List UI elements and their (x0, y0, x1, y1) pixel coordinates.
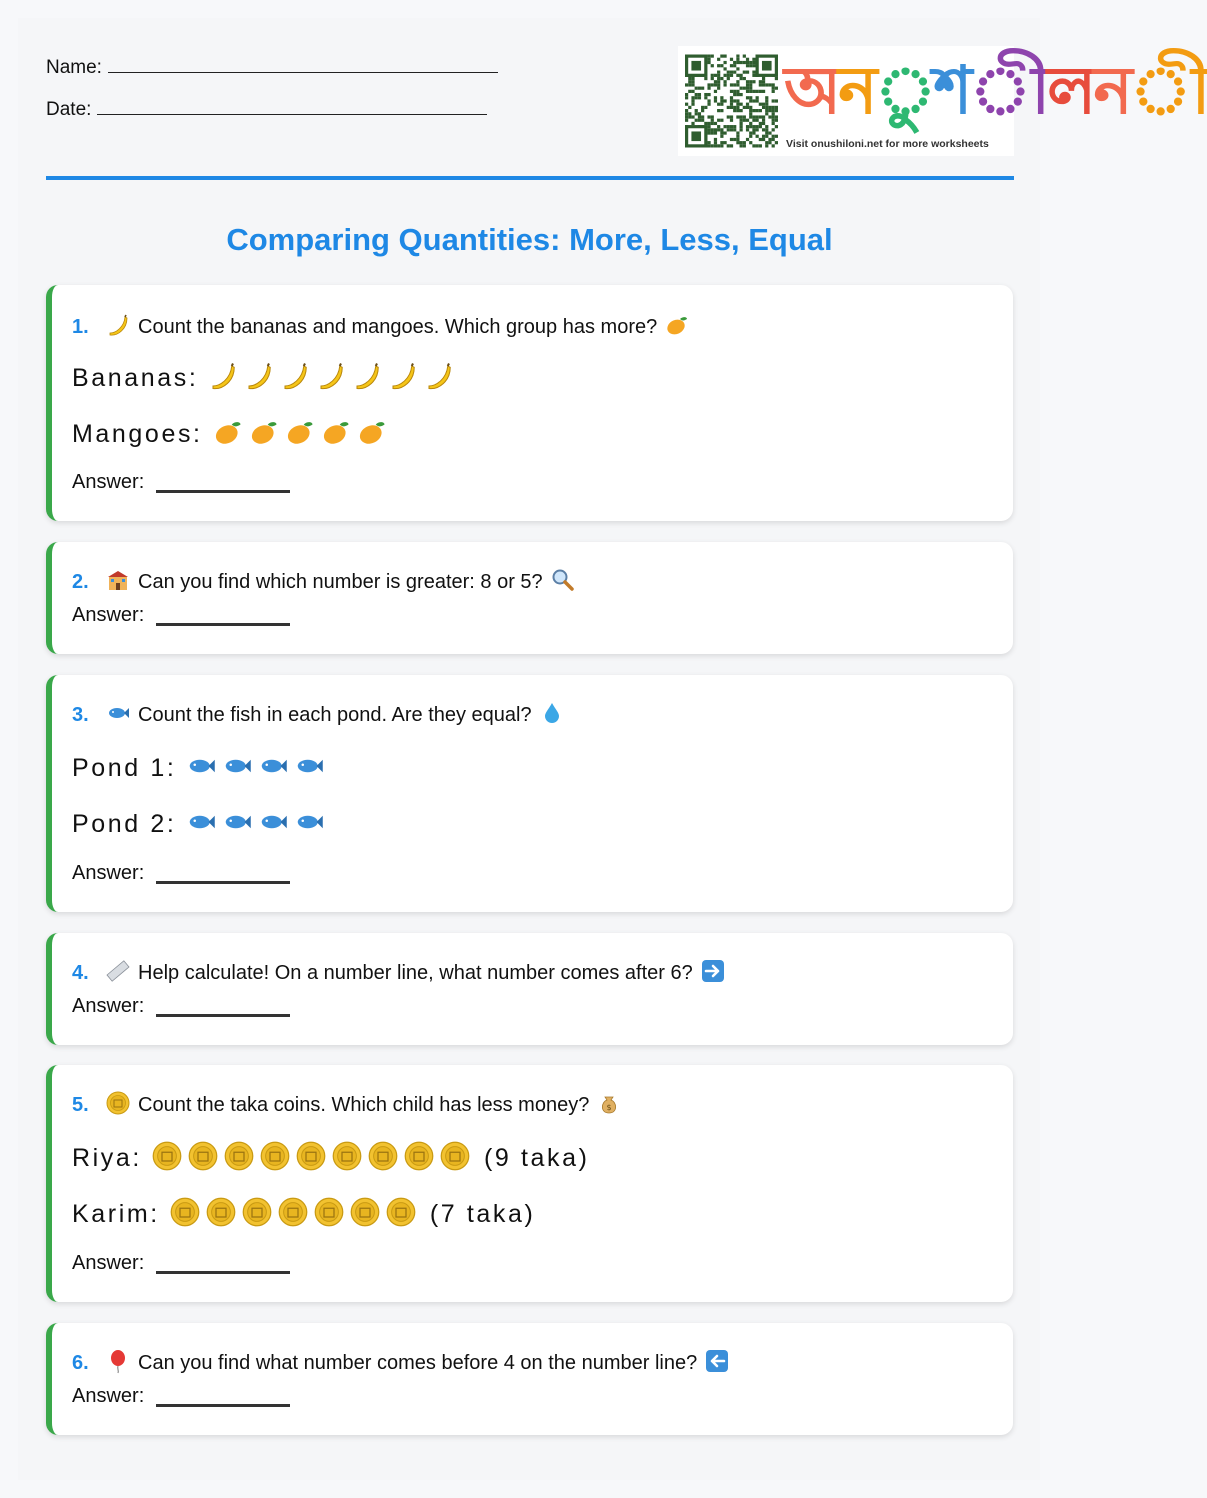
coin-icon (440, 1141, 470, 1178)
row-label: Pond 1: (72, 754, 177, 783)
banana-icon (388, 361, 418, 398)
answer-blank[interactable] (156, 881, 290, 884)
answer-field[interactable] (72, 1385, 290, 1408)
answer-blank[interactable] (156, 1271, 290, 1274)
name-blank[interactable] (108, 56, 498, 73)
fish-icon (222, 807, 252, 844)
page-title: Comparing Quantities: More, Less, Equal (226, 222, 833, 257)
date-blank[interactable] (97, 98, 487, 115)
school-icon (106, 568, 130, 598)
magnifier-icon (551, 568, 575, 598)
mango-icon (357, 417, 387, 454)
answer-label: Answer: (72, 1385, 145, 1407)
question-text-line (72, 959, 725, 989)
fish-icon (222, 751, 252, 788)
coin-icon (314, 1197, 344, 1234)
question-text-line (72, 1091, 621, 1121)
coin-icon (278, 1197, 308, 1234)
coin-icon (170, 1197, 200, 1234)
count-row (72, 417, 393, 454)
row-items (213, 417, 393, 454)
question-text: Count the taka coins. Which child has less money? (138, 1094, 590, 1116)
row-items (152, 1141, 476, 1178)
brand-letter: শ (933, 52, 970, 129)
question-number: 5. (72, 1094, 89, 1116)
question-text: Can you find what number comes before 4 on the number line? (138, 1352, 698, 1374)
answer-blank[interactable] (156, 1014, 290, 1017)
coin-icon (152, 1141, 182, 1178)
mango-icon (249, 417, 279, 454)
answer-label: Answer: (72, 471, 145, 493)
banana-icon (424, 361, 454, 398)
name-field[interactable] (46, 56, 498, 79)
answer-label: Answer: (72, 995, 145, 1017)
question-text: Count the bananas and mangoes. Which group has more? (138, 316, 658, 338)
fish-icon (186, 807, 216, 844)
row-amount: (7 taka) (429, 1200, 536, 1229)
brand-letter: ল (1047, 52, 1094, 129)
answer-field[interactable] (72, 604, 290, 627)
question-number: 3. (72, 704, 89, 726)
count-row (72, 361, 460, 398)
mango-icon (665, 313, 689, 343)
question-text-line (72, 313, 689, 343)
droplet-icon (540, 701, 564, 731)
row-label: Mangoes: (72, 420, 203, 449)
fish-icon (258, 751, 288, 788)
svg-text:$: $ (606, 1103, 612, 1112)
fish-icon (294, 751, 324, 788)
fish-icon (186, 751, 216, 788)
row-amount: (9 taka) (483, 1144, 590, 1173)
question-number: 6. (72, 1352, 89, 1374)
row-items (186, 807, 330, 844)
brand-letter: ন (838, 52, 875, 129)
coin-icon (332, 1141, 362, 1178)
question-number: 1. (72, 316, 89, 338)
coin-icon (188, 1141, 218, 1178)
question-text-line (72, 1349, 729, 1379)
qr-code-icon (685, 54, 778, 148)
row-items (170, 1197, 422, 1234)
brand-letter: ী (969, 52, 1048, 129)
row-items (186, 751, 330, 788)
brand-letter: ী (1129, 52, 1207, 129)
coin-icon (206, 1197, 236, 1234)
brand-letter: অ (784, 52, 839, 129)
count-row (72, 1141, 590, 1178)
answer-label: Answer: (72, 862, 145, 884)
coin-icon (368, 1141, 398, 1178)
money-bag-icon (597, 1091, 621, 1121)
coin-icon (260, 1141, 290, 1178)
question-number: 2. (72, 571, 89, 593)
mango-icon (213, 417, 243, 454)
count-row (72, 807, 330, 844)
fish-icon (106, 701, 130, 731)
coin-icon (296, 1141, 326, 1178)
row-label: Riya: (72, 1144, 142, 1173)
fish-icon (294, 807, 324, 844)
question-card (46, 675, 1013, 912)
row-label: Bananas: (72, 364, 199, 393)
coin-icon (224, 1141, 254, 1178)
question-text-line (72, 568, 575, 598)
row-label: Pond 2: (72, 810, 177, 839)
row-items (208, 361, 460, 398)
answer-field[interactable] (72, 862, 290, 885)
coin-icon (404, 1141, 434, 1178)
answer-blank[interactable] (156, 623, 290, 626)
answer-field[interactable] (72, 471, 290, 494)
count-row (72, 751, 330, 788)
row-label: Karim: (72, 1200, 160, 1229)
answer-blank[interactable] (156, 490, 290, 493)
coin-icon (350, 1197, 380, 1234)
brand-letter: ু (874, 52, 934, 129)
banana-icon (106, 313, 130, 343)
brand-wordmark (784, 48, 1207, 134)
banana-icon (316, 361, 346, 398)
coin-icon (106, 1091, 130, 1121)
balloon-icon (106, 1349, 130, 1379)
coin-icon (386, 1197, 416, 1234)
ruler-icon (106, 959, 130, 989)
answer-label: Answer: (72, 1252, 145, 1274)
question-card (46, 542, 1013, 654)
answer-field[interactable] (72, 995, 290, 1018)
banana-icon (280, 361, 310, 398)
answer-blank[interactable] (156, 1404, 290, 1407)
question-text: Count the fish in each pond. Are they equal? (138, 704, 532, 726)
question-text: Help calculate! On a number line, what number comes after 6? (138, 962, 693, 984)
coin-icon (242, 1197, 272, 1234)
date-field[interactable] (46, 98, 487, 121)
banana-icon (208, 361, 238, 398)
banana-icon (244, 361, 274, 398)
question-number: 4. (72, 962, 89, 984)
question-card (46, 1323, 1013, 1435)
question-card (46, 285, 1013, 521)
answer-field[interactable] (72, 1252, 290, 1275)
mango-icon (285, 417, 315, 454)
date-label: Date: (46, 99, 92, 120)
brand-logo (678, 46, 1207, 156)
brand-letter: ন (1093, 52, 1130, 129)
question-text: Can you find which number is greater: 8 or 5? (138, 571, 543, 593)
answer-label: Answer: (72, 604, 145, 626)
left-arrow-icon (705, 1349, 729, 1379)
header-divider (46, 176, 1014, 180)
visit-text: Visit onushiloni.net for more worksheets (786, 138, 989, 150)
question-text-line (72, 701, 564, 731)
count-row (72, 1197, 535, 1234)
banana-icon (352, 361, 382, 398)
question-card (46, 1065, 1013, 1302)
fish-icon (258, 807, 288, 844)
mango-icon (321, 417, 351, 454)
name-label: Name: (46, 57, 102, 78)
right-arrow-icon (701, 959, 725, 989)
question-card (46, 933, 1013, 1045)
